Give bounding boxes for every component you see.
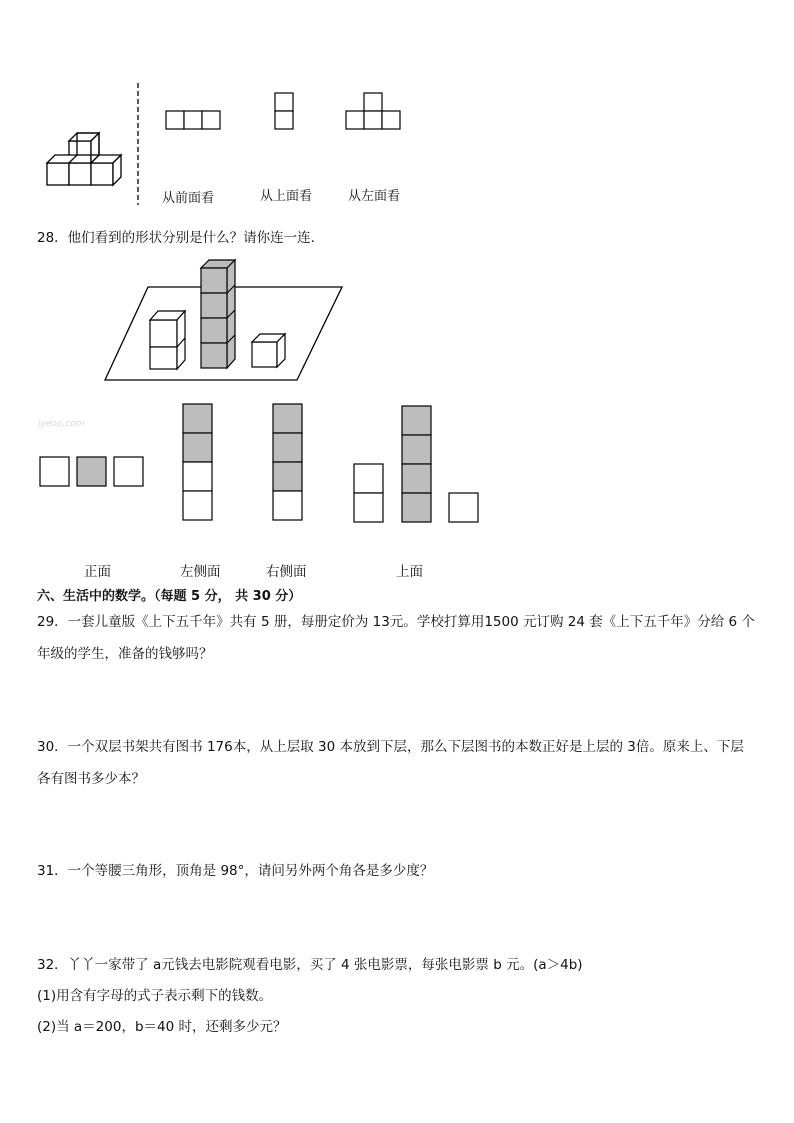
view-option-right-side [273,404,302,520]
question-32-part-2: (2)当 a＝200，b＝40 时，还剩多少元？ [37,1019,287,1035]
block-arrangement-drawing [47,133,121,185]
label-top: 上面 [396,564,423,580]
plane-parallelogram [105,287,342,380]
view-label-left: 从左面看 [348,189,401,204]
view-option-left-side [183,404,212,520]
view-option-top [354,406,478,522]
top-view-shape [275,93,293,129]
question-32-text: 32．丫丫一家带了 a元钱去电影院观看电影，买了 4 张电影票，每张电影票 b 元。(a＞4b) [37,957,583,973]
question-28-text: 28．他们看到的形状分别是什么？请你连一连． [37,230,325,246]
left-view-shape [346,93,400,129]
view-label-top: 从上面看 [260,189,313,204]
front-view-shape [166,111,220,129]
question-32-part-1: (1)用含有字母的式子表示剩下的钱数。 [37,988,273,1004]
watermark: jyeoo.com [38,419,85,429]
label-right-side: 右侧面 [266,564,307,580]
question-29-line-2: 年级的学生，准备的钱够吗？ [37,646,213,662]
label-front: 正面 [84,564,111,580]
section-6-heading: 六、生活中的数学。（每题 5 分， 共 30 分） [37,589,302,604]
view-label-front: 从前面看 [162,191,215,206]
question-31-text: 31．一个等腰三角形，顶角是 98°，请问另外两个角各是多少度？ [37,863,434,879]
question-30-line-1: 30．一个双层书架共有图书 176本，从上层取 30 本放到下层，那么下层图书的本数正好是上层的 3倍。原来上、下层 [37,739,744,755]
cube-stack-two [150,311,185,369]
single-cube [252,334,285,367]
question-30-line-2: 各有图书多少本？ [37,771,145,787]
view-option-front [40,457,143,486]
label-left-side: 左侧面 [180,564,221,580]
cube-stack-four [201,260,235,368]
question-29-line-1: 29．一套儿童版《上下五千年》共有 5 册，每册定价为 13元。学校打算用1500 元订购 24 套《上下五千年》分给 6 个 [37,614,755,630]
